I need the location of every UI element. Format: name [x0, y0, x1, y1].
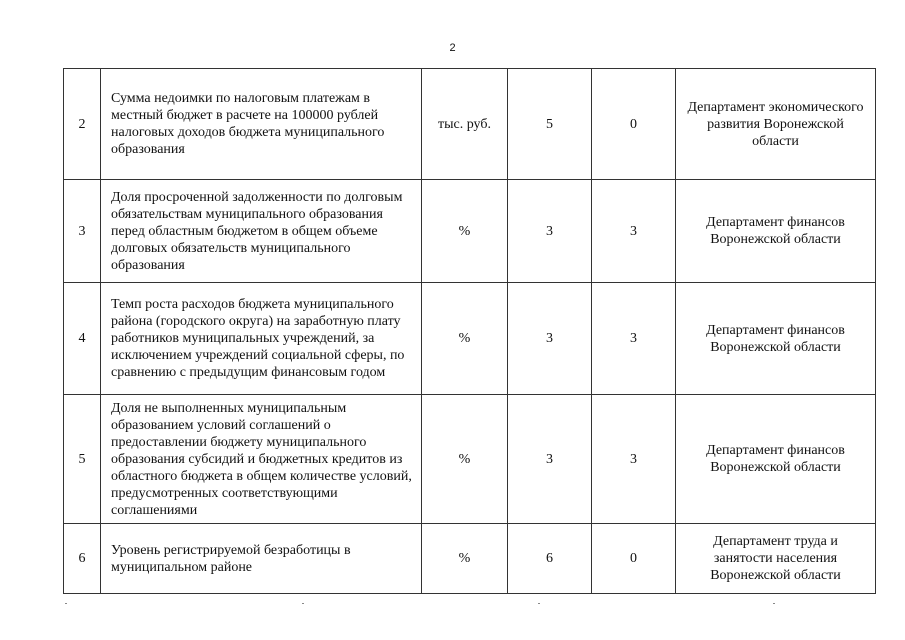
scan-mark: [773, 603, 775, 604]
indicator-name: Доля просроченной задолженности по долговым обязательствам муниципального образования перед областным бюджетом в общем объеме долговых обязательств муниципального образования: [101, 180, 422, 283]
responsible-cell: Департамент экономического развития Воронежской области: [676, 69, 876, 180]
responsible-cell: Департамент труда и занятости населения Воронежской области: [676, 524, 876, 594]
unit-cell: %: [422, 395, 508, 524]
scan-mark: [538, 603, 540, 604]
value-cell: 0: [592, 524, 676, 594]
value-cell: 3: [508, 395, 592, 524]
value-cell: 3: [592, 395, 676, 524]
row-number: 6: [64, 524, 101, 594]
value-cell: 5: [508, 69, 592, 180]
row-number: 2: [64, 69, 101, 180]
table-row: [64, 524, 876, 594]
indicators-table: [63, 68, 876, 594]
table-row: [64, 395, 876, 524]
table-row: [64, 69, 876, 180]
unit-cell: %: [422, 283, 508, 395]
value-cell: 6: [508, 524, 592, 594]
value-cell: 0: [592, 69, 676, 180]
scan-mark: [65, 603, 67, 604]
row-number: 4: [64, 283, 101, 395]
responsible-cell: Департамент финансов Воронежской области: [676, 180, 876, 283]
value-cell: 3: [508, 283, 592, 395]
page-number: 2: [449, 42, 456, 54]
unit-cell: %: [422, 180, 508, 283]
indicator-name: Сумма недоимки по налоговым платежам в местный бюджет в расчете на 100000 рублей налоговых доходов бюджета муниципального образования: [101, 69, 422, 180]
responsible-cell: Департамент финансов Воронежской области: [676, 395, 876, 524]
responsible-cell: Департамент финансов Воронежской области: [676, 283, 876, 395]
row-number: 3: [64, 180, 101, 283]
unit-cell: %: [422, 524, 508, 594]
unit-cell: тыс. руб.: [422, 69, 508, 180]
value-cell: 3: [592, 283, 676, 395]
indicator-name: Уровень регистрируемой безработицы в муниципальном районе: [101, 524, 422, 594]
value-cell: 3: [592, 180, 676, 283]
scan-mark: [302, 603, 304, 604]
indicator-name: Доля не выполненных муниципальным образованием условий соглашений о предоставлении бюджету муниципального образования субсидий и бюджетных кредитов из областного бюджета в общем количестве условий, предусмотренных соответствующими соглашениями: [101, 395, 422, 524]
table-row: [64, 283, 876, 395]
value-cell: 3: [508, 180, 592, 283]
table-row: [64, 180, 876, 283]
indicator-name: Темп роста расходов бюджета муниципального района (городского округа) на заработную плату работников муниципальных учреждений, за исключением учреждений социальной сферы, по сравнению с предыдущим финансовым годом: [101, 283, 422, 395]
row-number: 5: [64, 395, 101, 524]
